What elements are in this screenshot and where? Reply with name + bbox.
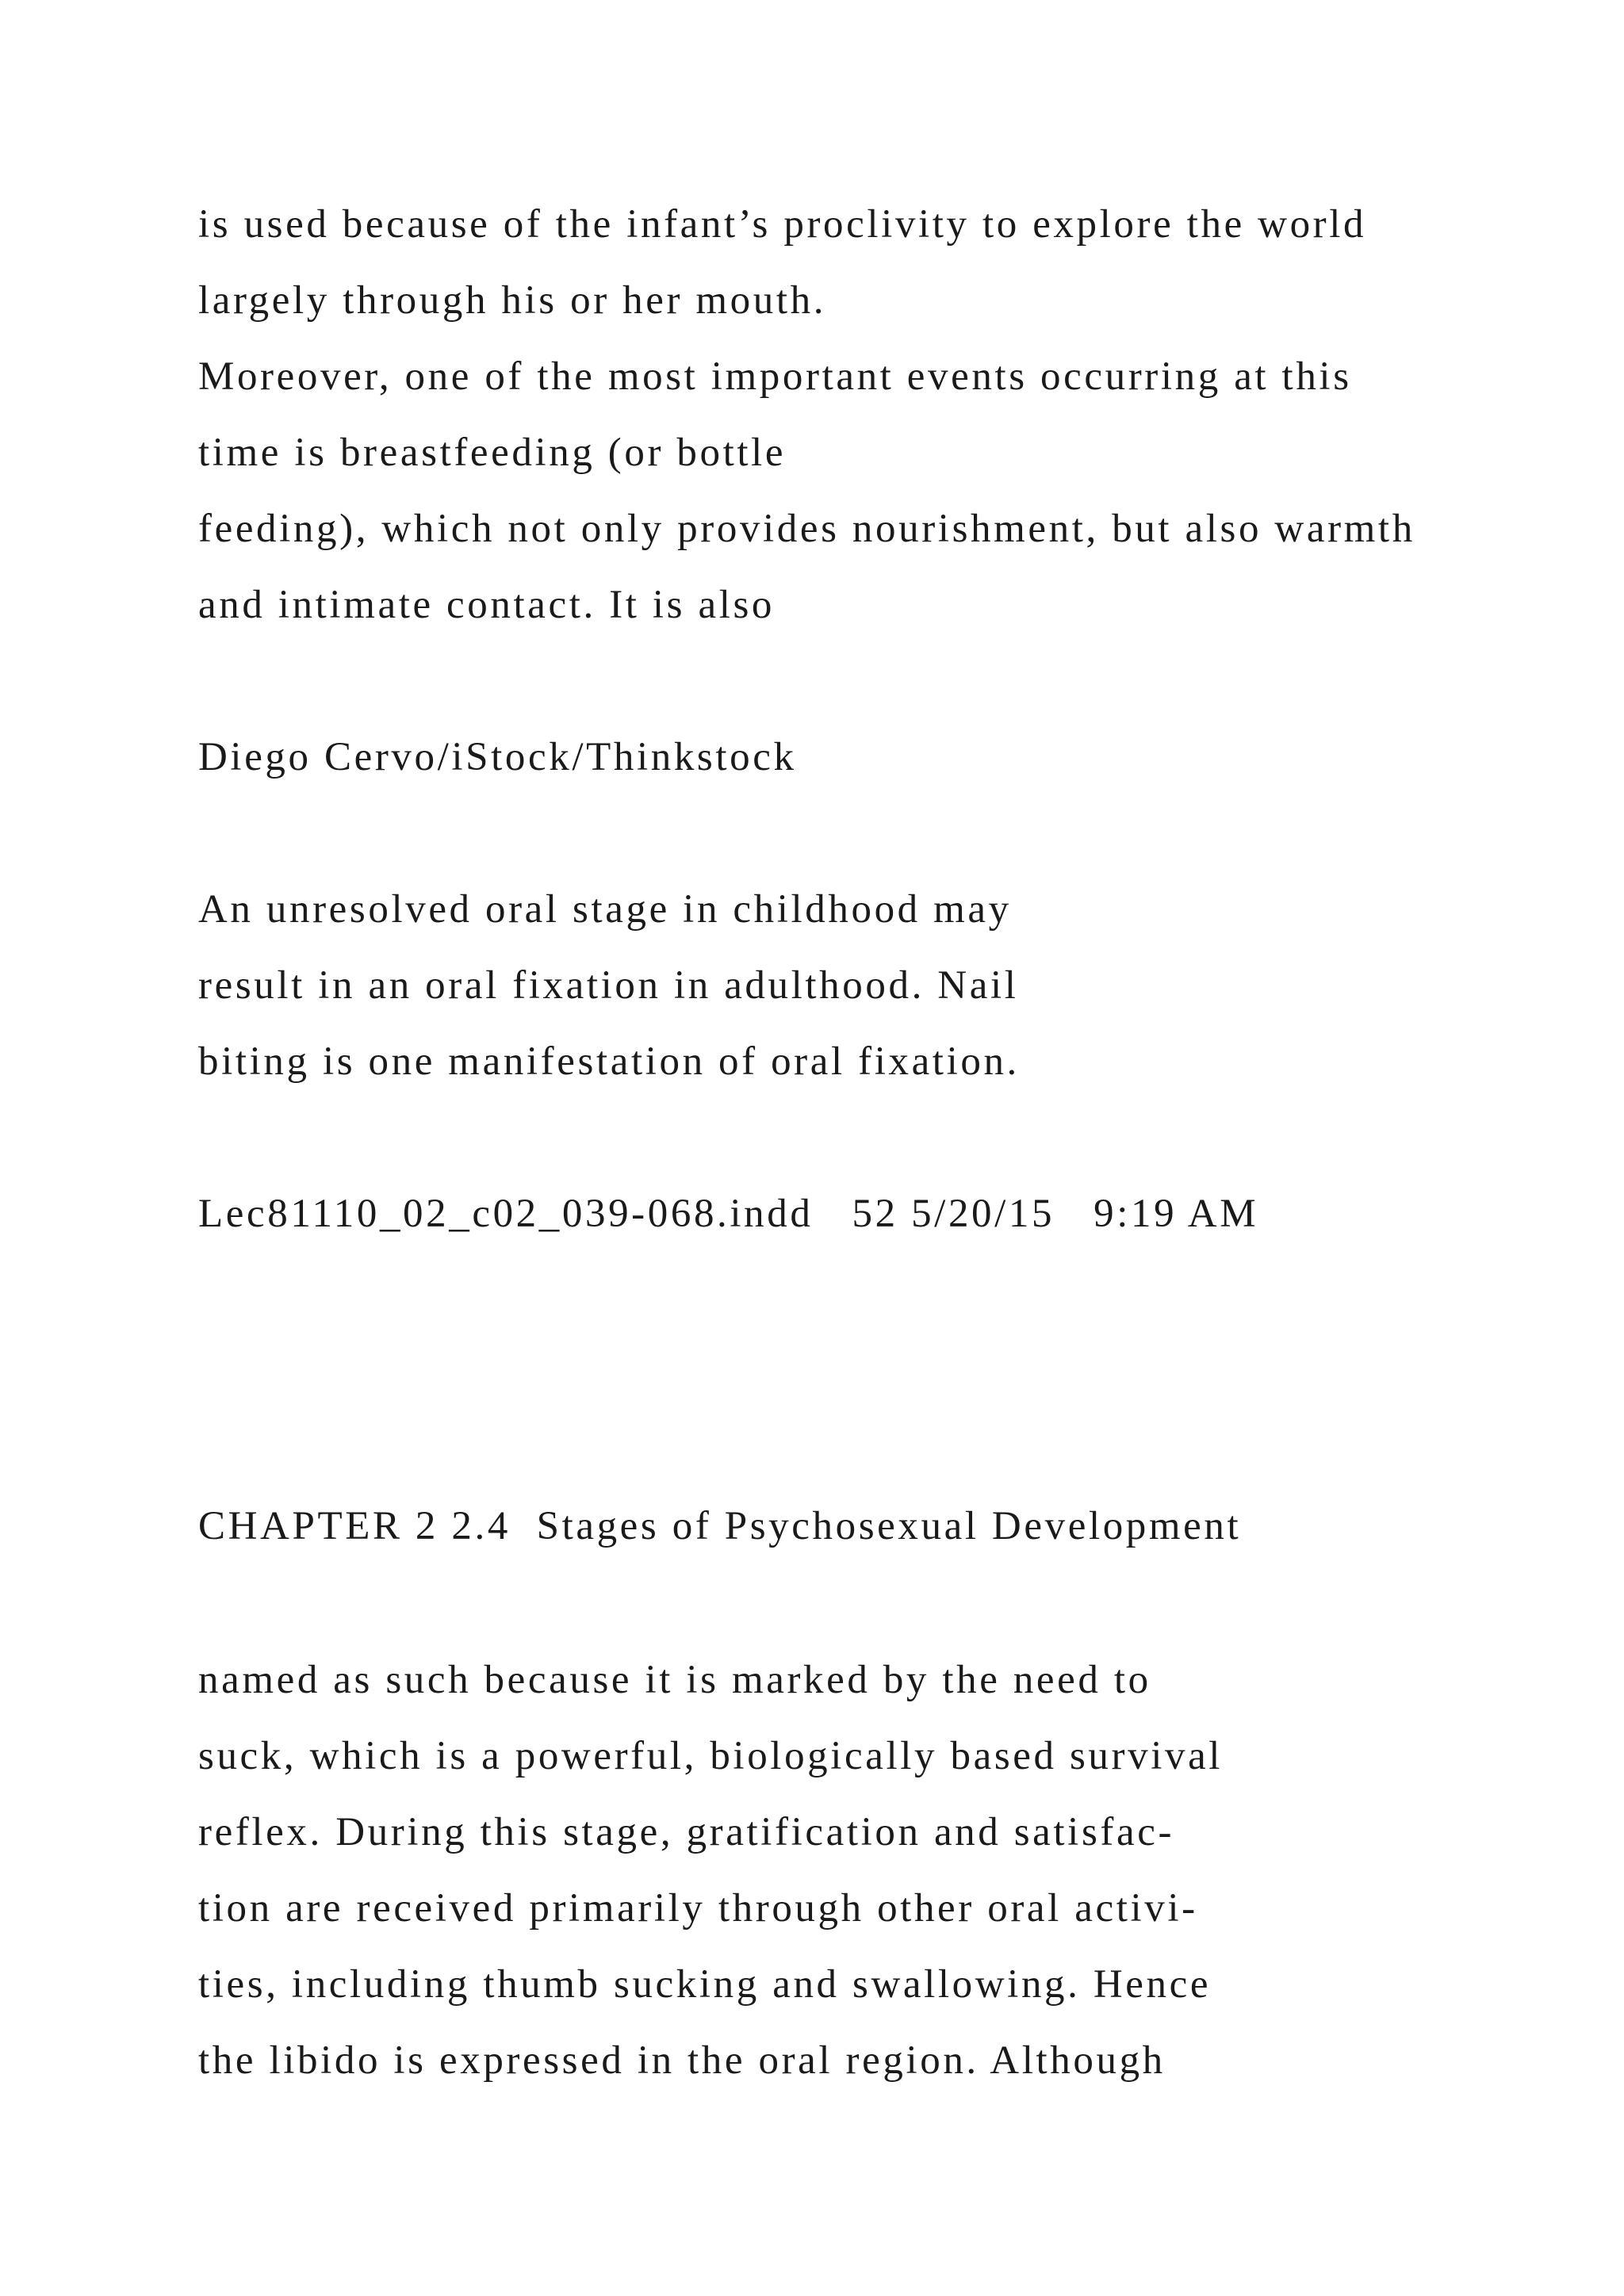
- text-line: is used because of the infant’s proclivity to explore the world: [198, 202, 1367, 247]
- caption-line: An unresolved oral stage in childhood may: [198, 887, 1012, 932]
- text-line: named as such because it is marked by the need to: [198, 1658, 1151, 1702]
- text-line: the libido is expressed in the oral region. Although: [198, 2038, 1166, 2083]
- text-line: ties, including thumb sucking and swallowing. Hence: [198, 1962, 1212, 2007]
- text-line: and intimate contact. It is also: [198, 583, 776, 627]
- text-line: Moreover, one of the most important events occurring at this: [198, 354, 1352, 399]
- running-head: CHAPTER 2 2.4 Stages of Psychosexual Development: [198, 1504, 1242, 1548]
- text-line: feeding), which not only provides nourishment, but also warmth: [198, 507, 1415, 551]
- text-line: reflex. During this stage, gratification and satisfac-: [198, 1810, 1175, 1854]
- text-line: largely through his or her mouth.: [198, 278, 827, 323]
- text-line: time is breastfeeding (or bottle: [198, 430, 787, 475]
- photo-credit: Diego Cervo/iStock/Thinkstock: [198, 735, 797, 779]
- caption-line: result in an oral fixation in adulthood. Nail: [198, 963, 1019, 1008]
- text-line: tion are received primarily through other oral activi-: [198, 1886, 1198, 1931]
- file-slug: Lec81110_02_c02_039-068.indd 52 5/20/15 9:19 AM: [198, 1192, 1259, 1236]
- text-line: suck, which is a powerful, biologically based survival: [198, 1734, 1224, 1778]
- caption-line: biting is one manifestation of oral fixation.: [198, 1039, 1020, 1084]
